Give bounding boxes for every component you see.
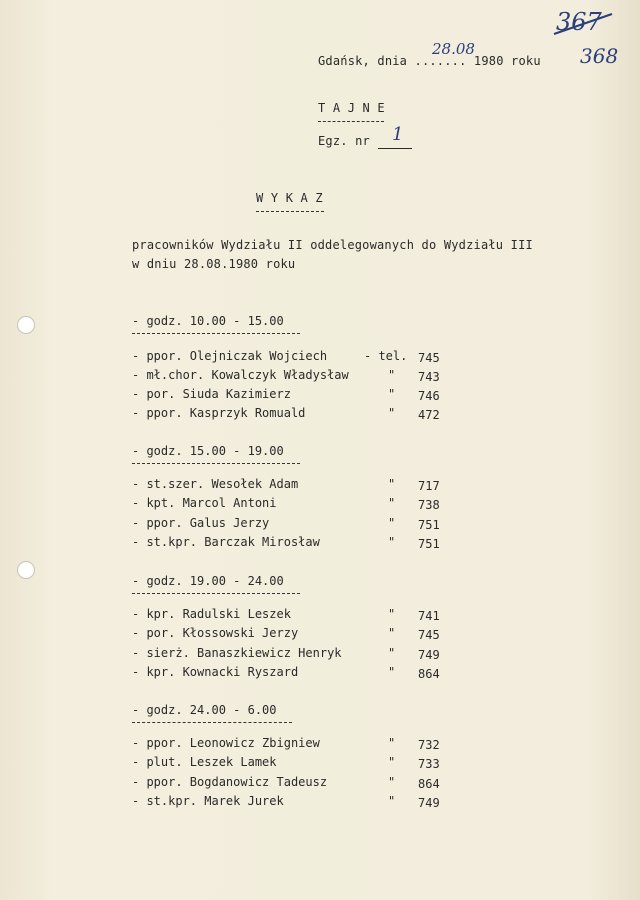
list-item: [132, 406, 462, 424]
employee-name: - ppor. Leonowicz Zbigniew: [132, 736, 320, 750]
subtitle-line-2: [132, 257, 295, 271]
list-item: [132, 477, 462, 495]
shift-underline: [132, 722, 292, 723]
list-item: [132, 349, 462, 367]
phone-extension: 472: [418, 408, 440, 422]
phone-prefix: - tel.: [364, 349, 408, 363]
shift-header: [132, 574, 284, 588]
list-item: [132, 775, 462, 793]
shift-underline: [132, 333, 300, 334]
phone-extension: 732: [418, 738, 440, 752]
employee-name: - kpr. Radulski Leszek: [132, 607, 291, 621]
employee-name: - plut. Leszek Lamek: [132, 755, 277, 769]
ditto-mark: ": [388, 607, 396, 621]
copy-number-line: [378, 148, 412, 149]
copy-number-handwritten: [392, 124, 403, 145]
list-item: [132, 626, 462, 644]
list-item: [132, 646, 462, 664]
document-title-text: W Y K A Z: [256, 191, 323, 205]
archive-number-current: [580, 44, 618, 68]
phone-extension: 751: [418, 537, 440, 551]
ditto-mark: ": [388, 626, 396, 640]
ditto-mark: ": [388, 387, 396, 401]
ditto-mark: ": [388, 775, 396, 789]
employee-name: - ppor. Bogdanowicz Tadeusz: [132, 775, 328, 789]
phone-extension: 745: [418, 351, 440, 365]
phone-extension: 864: [418, 777, 440, 791]
shift-time-text: - godz. 19.00 - 24.00: [132, 574, 284, 588]
subtitle-line-1: [132, 238, 533, 252]
list-item: [132, 516, 462, 534]
punch-hole-bottom: [17, 561, 35, 579]
phone-extension: 864: [418, 667, 440, 681]
employee-name: - sierż. Banaszkiewicz Henryk: [132, 646, 342, 660]
list-item: [132, 607, 462, 625]
phone-extension: 749: [418, 796, 440, 810]
phone-extension: 738: [418, 498, 440, 512]
place-date-text: Gdańsk, dnia ....... 1980 roku: [318, 54, 541, 68]
ditto-mark: ": [388, 477, 396, 491]
employee-name: - kpt. Marcol Antoni: [132, 496, 277, 510]
list-item: [132, 794, 462, 812]
classification-underline: [318, 121, 384, 122]
subtitle-line-1-text: pracowników Wydziału II oddelegowanych do Wydziału III: [132, 238, 533, 252]
archive-number-crossed-text: 367: [556, 8, 602, 36]
list-item: [132, 496, 462, 514]
employee-name: - st.kpr. Barczak Mirosław: [132, 535, 320, 549]
shift-header: [132, 703, 277, 717]
phone-extension: 746: [418, 389, 440, 403]
place-date-line: [318, 54, 541, 68]
phone-extension: 751: [418, 518, 440, 532]
list-item: [132, 368, 462, 386]
title-underline: [256, 211, 324, 212]
handwritten-date: [432, 40, 475, 58]
employee-name: - por. Siuda Kazimierz: [132, 387, 291, 401]
handwritten-date-text: 28.08: [432, 40, 475, 58]
ditto-mark: ": [388, 516, 396, 530]
employee-name: - st.kpr. Marek Jurek: [132, 794, 284, 808]
phone-extension: 745: [418, 628, 440, 642]
employee-name: - kpr. Kownacki Ryszard: [132, 665, 299, 679]
shift-time-text: - godz. 10.00 - 15.00: [132, 314, 284, 328]
employee-name: - ppor. Olejniczak Wojciech: [132, 349, 328, 363]
copy-label-text: Egz. nr: [318, 134, 370, 148]
copy-number-text: 1: [392, 124, 404, 145]
subtitle-line-2-text: w dniu 28.08.1980 roku: [132, 257, 296, 271]
shift-header: [132, 314, 284, 328]
ditto-mark: ": [388, 406, 396, 420]
shift-underline: [132, 593, 300, 594]
employee-name: - ppor. Galus Jerzy: [132, 516, 270, 530]
list-item: [132, 736, 462, 754]
ditto-mark: ": [388, 646, 396, 660]
employee-name: - st.szer. Wesołek Adam: [132, 477, 299, 491]
list-item: [132, 755, 462, 773]
copy-number-label: [318, 134, 370, 148]
list-item: [132, 387, 462, 405]
phone-extension: 743: [418, 370, 440, 384]
ditto-mark: ": [388, 368, 396, 382]
classification-text: T A J N E: [318, 101, 385, 115]
employee-name: - ppor. Kasprzyk Romuald: [132, 406, 306, 420]
ditto-mark: ": [388, 535, 396, 549]
employee-name: - por. Kłossowski Jerzy: [132, 626, 299, 640]
ditto-mark: ": [388, 794, 396, 808]
phone-extension: 749: [418, 648, 440, 662]
document-title: [256, 191, 323, 205]
ditto-mark: ": [388, 736, 396, 750]
ditto-mark: ": [388, 496, 396, 510]
classification-label: [318, 101, 385, 115]
shift-header: [132, 444, 284, 458]
employee-name: - mł.chor. Kowalczyk Władysław: [132, 368, 349, 382]
shift-time-text: - godz. 15.00 - 19.00: [132, 444, 284, 458]
shift-underline: [132, 463, 300, 464]
strike-through-mark: [548, 10, 618, 40]
phone-extension: 741: [418, 609, 440, 623]
phone-extension: 733: [418, 757, 440, 771]
shift-time-text: - godz. 24.00 - 6.00: [132, 703, 277, 717]
phone-extension: 717: [418, 479, 440, 493]
list-item: [132, 535, 462, 553]
ditto-mark: ": [388, 755, 396, 769]
punch-hole-top: [17, 316, 35, 334]
ditto-mark: ": [388, 665, 396, 679]
archive-number-current-text: 368: [580, 44, 619, 68]
list-item: [132, 665, 462, 683]
